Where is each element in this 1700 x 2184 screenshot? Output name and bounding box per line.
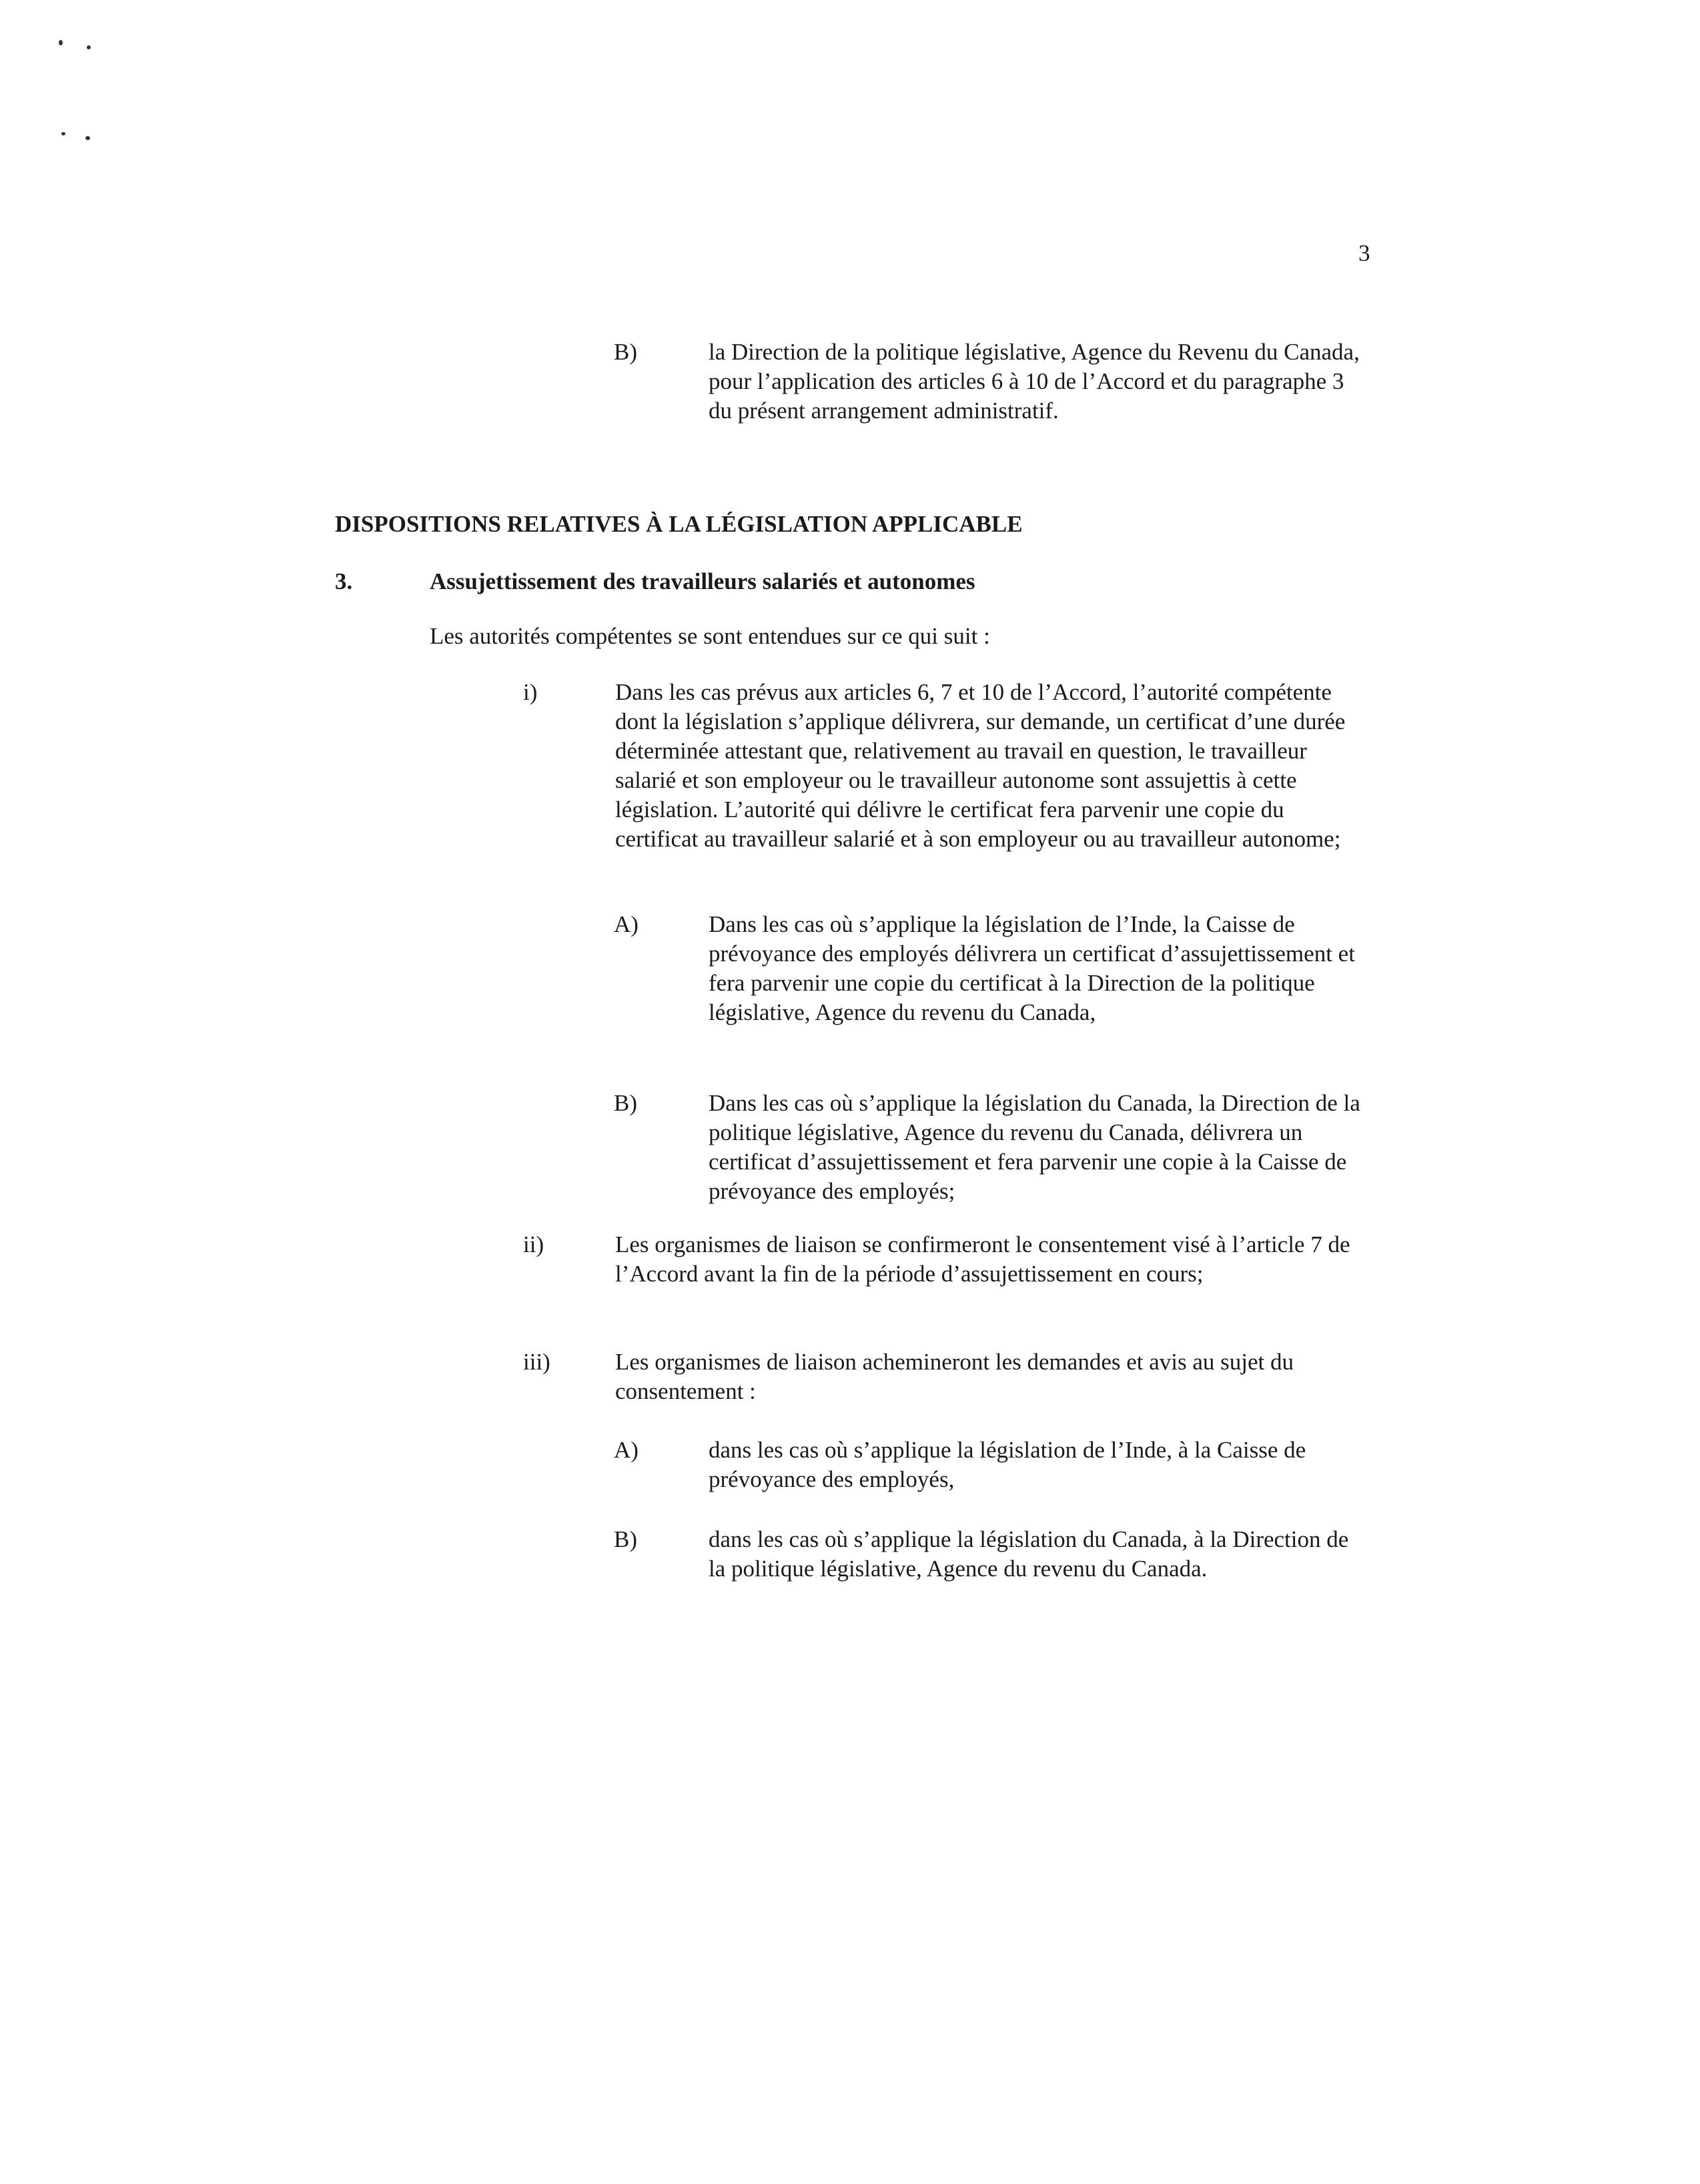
subitem-text-i-a: Dans les cas où s’applique la législation de l’Inde, la Caisse de prévoyance des employés délivrera un certificat d’assujettissement et fera parvenir une copie du certificat à la Direction de la politique législative, Agence du revenu du Canada, [709,911,1355,1025]
item-label-iii: iii) [523,1349,550,1375]
scan-speck [61,132,65,135]
item-text-ii: Les organismes de liaison se confirmeront le consentement visé à l’article 7 de l’Accord avant la fin de la période d’assujettissement en cours; [615,1231,1350,1287]
subitem-label-iii-b: B) [614,1526,637,1552]
article-number: 3. [335,568,353,594]
subitem-label-i-a: A) [614,911,639,937]
top-item-text: la Direction de la politique législative, Agence du Revenu du Canada, pour l’application des articles 6 à 10 de l’Accord et du paragraphe 3 du présent arrangement administratif. [709,339,1360,424]
section-heading: DISPOSITIONS RELATIVES À LA LÉGISLATION APPLICABLE [335,511,1023,537]
page-number: 3 [1358,240,1370,266]
item-text-iii: Les organismes de liaison achemineront les demandes et avis au sujet du consentement : [615,1349,1294,1404]
subitem-label-iii-a: A) [614,1437,639,1463]
article-title: Assujettissement des travailleurs salariés et autonomes [430,568,975,594]
subitem-text-iii-b: dans les cas où s’applique la législation du Canada, à la Direction de la politique législative, Agence du revenu du Canada. [709,1526,1349,1582]
item-label-ii: ii) [523,1231,544,1257]
scan-speck [85,136,90,140]
subitem-label-i-b: B) [614,1090,637,1116]
subitem-text-i-b: Dans les cas où s’applique la législation du Canada, la Direction de la politique législative, Agence du revenu du Canada, délivrera un certificat d’assujettissement et fera parvenir une copie à la Caisse de prévoyance des employés; [709,1090,1360,1204]
item-text-i: Dans les cas prévus aux articles 6, 7 et 10 de l’Accord, l’autorité compétente dont la législation s’applique délivrera, sur demande, un certificat d’une durée déterminée attestant que, relativement au travail en question, le travailleur salarié et son employeur ou le travailleur autonome sont assujettis à cette législation. L’autorité qui délivre le certificat fera parvenir une copie du certificat au travailleur salarié et à son employeur ou au travailleur autonome; [615,679,1346,852]
item-label-i: i) [523,679,538,705]
scan-speck [59,40,63,45]
article-intro: Les autorités compétentes se sont entendues sur ce qui suit : [430,623,990,649]
top-item-label: B) [614,339,637,365]
scan-speck [87,45,91,49]
subitem-text-iii-a: dans les cas où s’applique la législation de l’Inde, à la Caisse de prévoyance des employés, [709,1437,1306,1492]
